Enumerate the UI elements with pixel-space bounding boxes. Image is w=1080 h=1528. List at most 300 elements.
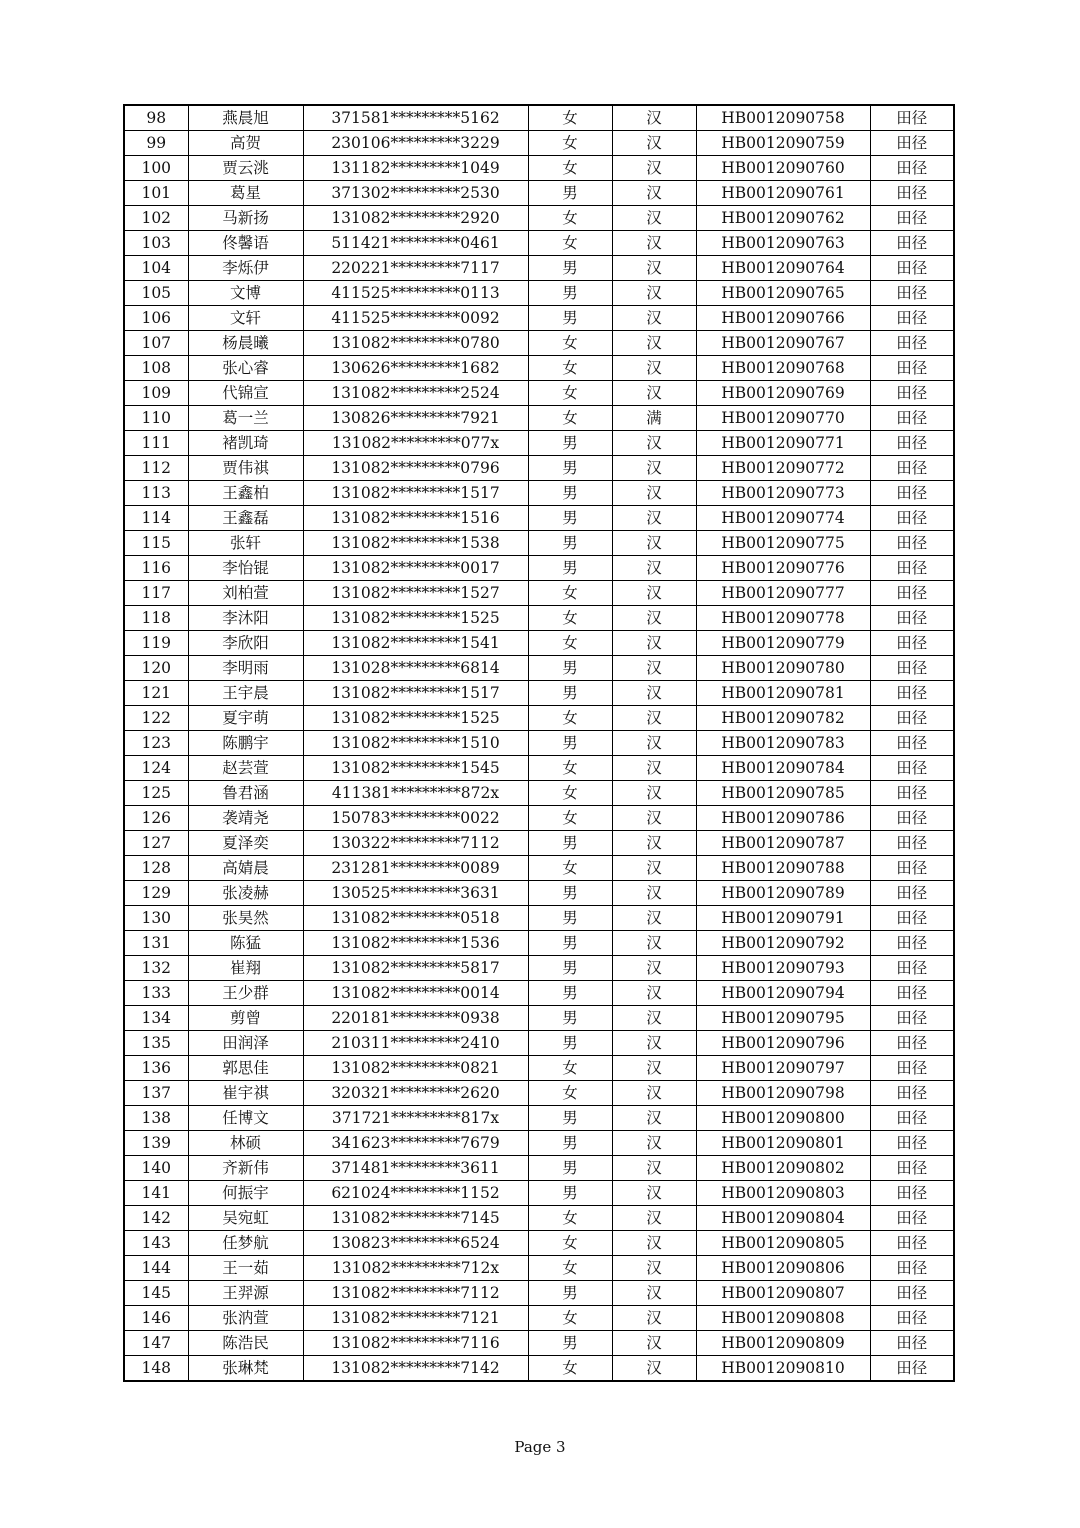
sport-cell: 田径: [870, 1081, 954, 1106]
gender-cell: 男: [528, 1156, 612, 1181]
row-number-cell: 147: [124, 1331, 188, 1356]
sport-cell: 田径: [870, 706, 954, 731]
table-row: [124, 706, 954, 731]
sport-cell: 田径: [870, 1206, 954, 1231]
sport-cell: 田径: [870, 356, 954, 381]
table-row: [124, 231, 954, 256]
ethnicity-cell: 汉: [612, 306, 696, 331]
ethnicity-cell: 汉: [612, 606, 696, 631]
student-name-cell: 田润泽: [188, 1031, 303, 1056]
ethnicity-cell: 汉: [612, 1056, 696, 1081]
ethnicity-cell: 汉: [612, 431, 696, 456]
student-name-cell: 吴宛虹: [188, 1206, 303, 1231]
ethnicity-cell: 汉: [612, 1081, 696, 1106]
table-row: [124, 806, 954, 831]
id-number-cell: 131082*********7112: [303, 1281, 528, 1306]
sport-cell: 田径: [870, 631, 954, 656]
id-number-cell: 341623*********7679: [303, 1131, 528, 1156]
row-number-cell: 100: [124, 156, 188, 181]
registration-code-cell: HB0012090770: [696, 406, 870, 431]
gender-cell: 女: [528, 1206, 612, 1231]
registration-code-cell: HB0012090808: [696, 1306, 870, 1331]
student-name-cell: 王宇晨: [188, 681, 303, 706]
ethnicity-cell: 汉: [612, 1306, 696, 1331]
ethnicity-cell: 汉: [612, 706, 696, 731]
sport-cell: 田径: [870, 1231, 954, 1256]
table-row: [124, 256, 954, 281]
table-row: [124, 1256, 954, 1281]
sport-cell: 田径: [870, 956, 954, 981]
student-name-cell: 张凌赫: [188, 881, 303, 906]
registration-code-cell: HB0012090765: [696, 281, 870, 306]
gender-cell: 女: [528, 1356, 612, 1382]
gender-cell: 女: [528, 1306, 612, 1331]
registration-code-cell: HB0012090766: [696, 306, 870, 331]
sport-cell: 田径: [870, 881, 954, 906]
registration-code-cell: HB0012090778: [696, 606, 870, 631]
ethnicity-cell: 汉: [612, 806, 696, 831]
registration-code-cell: HB0012090798: [696, 1081, 870, 1106]
student-name-cell: 王鑫磊: [188, 506, 303, 531]
registration-code-cell: HB0012090775: [696, 531, 870, 556]
sport-cell: 田径: [870, 381, 954, 406]
id-number-cell: 131082*********0821: [303, 1056, 528, 1081]
registration-code-cell: HB0012090783: [696, 731, 870, 756]
gender-cell: 男: [528, 306, 612, 331]
registration-code-cell: HB0012090762: [696, 206, 870, 231]
gender-cell: 男: [528, 1281, 612, 1306]
id-number-cell: 131082*********1516: [303, 506, 528, 531]
table-row: [124, 906, 954, 931]
row-number-cell: 108: [124, 356, 188, 381]
gender-cell: 女: [528, 131, 612, 156]
table-row: [124, 306, 954, 331]
table-row: [124, 281, 954, 306]
page-number: Page 3: [514, 1438, 566, 1456]
ethnicity-cell: 汉: [612, 231, 696, 256]
registration-code-cell: HB0012090791: [696, 906, 870, 931]
gender-cell: 男: [528, 906, 612, 931]
id-number-cell: 131082*********1525: [303, 706, 528, 731]
registration-code-cell: HB0012090788: [696, 856, 870, 881]
ethnicity-cell: 汉: [612, 281, 696, 306]
student-name-cell: 王少群: [188, 981, 303, 1006]
ethnicity-cell: 汉: [612, 1181, 696, 1206]
student-name-cell: 杨晨曦: [188, 331, 303, 356]
registration-code-cell: HB0012090807: [696, 1281, 870, 1306]
table-row: [124, 556, 954, 581]
gender-cell: 男: [528, 956, 612, 981]
gender-cell: 女: [528, 581, 612, 606]
ethnicity-cell: 汉: [612, 1256, 696, 1281]
gender-cell: 女: [528, 381, 612, 406]
page-footer: [0, 1438, 1080, 1456]
registration-code-cell: HB0012090777: [696, 581, 870, 606]
row-number-cell: 120: [124, 656, 188, 681]
row-number-cell: 125: [124, 781, 188, 806]
id-number-cell: 131082*********7142: [303, 1356, 528, 1382]
gender-cell: 女: [528, 756, 612, 781]
gender-cell: 女: [528, 105, 612, 131]
gender-cell: 女: [528, 1231, 612, 1256]
row-number-cell: 119: [124, 631, 188, 656]
ethnicity-cell: 汉: [612, 1356, 696, 1382]
student-name-cell: 王鑫柏: [188, 481, 303, 506]
registration-code-cell: HB0012090786: [696, 806, 870, 831]
student-name-cell: 何振宇: [188, 1181, 303, 1206]
row-number-cell: 136: [124, 1056, 188, 1081]
student-name-cell: 贾伟祺: [188, 456, 303, 481]
sport-cell: 田径: [870, 656, 954, 681]
student-name-cell: 李明雨: [188, 656, 303, 681]
sport-cell: 田径: [870, 131, 954, 156]
student-name-cell: 剪曾: [188, 1006, 303, 1031]
roster-body: [124, 105, 954, 1381]
registration-code-cell: HB0012090785: [696, 781, 870, 806]
sport-cell: 田径: [870, 506, 954, 531]
gender-cell: 女: [528, 406, 612, 431]
registration-code-cell: HB0012090781: [696, 681, 870, 706]
gender-cell: 男: [528, 731, 612, 756]
row-number-cell: 140: [124, 1156, 188, 1181]
row-number-cell: 131: [124, 931, 188, 956]
sport-cell: 田径: [870, 531, 954, 556]
table-row: [124, 881, 954, 906]
table-row: [124, 381, 954, 406]
row-number-cell: 135: [124, 1031, 188, 1056]
student-name-cell: 崔宇祺: [188, 1081, 303, 1106]
gender-cell: 男: [528, 181, 612, 206]
table-row: [124, 1331, 954, 1356]
registration-code-cell: HB0012090792: [696, 931, 870, 956]
id-number-cell: 131082*********2920: [303, 206, 528, 231]
student-name-cell: 佟馨语: [188, 231, 303, 256]
student-name-cell: 代锦宣: [188, 381, 303, 406]
row-number-cell: 139: [124, 1131, 188, 1156]
id-number-cell: 130322*********7112: [303, 831, 528, 856]
id-number-cell: 131028*********6814: [303, 656, 528, 681]
sport-cell: 田径: [870, 406, 954, 431]
id-number-cell: 150783*********0022: [303, 806, 528, 831]
ethnicity-cell: 汉: [612, 681, 696, 706]
ethnicity-cell: 汉: [612, 831, 696, 856]
ethnicity-cell: 汉: [612, 1206, 696, 1231]
table-row: [124, 656, 954, 681]
ethnicity-cell: 汉: [612, 506, 696, 531]
sport-cell: 田径: [870, 681, 954, 706]
row-number-cell: 123: [124, 731, 188, 756]
ethnicity-cell: 汉: [612, 556, 696, 581]
row-number-cell: 138: [124, 1106, 188, 1131]
row-number-cell: 143: [124, 1231, 188, 1256]
registration-code-cell: HB0012090769: [696, 381, 870, 406]
row-number-cell: 148: [124, 1356, 188, 1382]
sport-cell: 田径: [870, 431, 954, 456]
registration-code-cell: HB0012090804: [696, 1206, 870, 1231]
id-number-cell: 131082*********0518: [303, 906, 528, 931]
sport-cell: 田径: [870, 931, 954, 956]
student-name-cell: 褚凯琦: [188, 431, 303, 456]
id-number-cell: 411381*********872x: [303, 781, 528, 806]
registration-code-cell: HB0012090794: [696, 981, 870, 1006]
gender-cell: 女: [528, 631, 612, 656]
gender-cell: 女: [528, 206, 612, 231]
ethnicity-cell: 汉: [612, 981, 696, 1006]
gender-cell: 男: [528, 1006, 612, 1031]
id-number-cell: 131082*********1517: [303, 481, 528, 506]
registration-code-cell: HB0012090773: [696, 481, 870, 506]
ethnicity-cell: 汉: [612, 256, 696, 281]
registration-code-cell: HB0012090800: [696, 1106, 870, 1131]
sport-cell: 田径: [870, 1056, 954, 1081]
id-number-cell: 131082*********1510: [303, 731, 528, 756]
ethnicity-cell: 汉: [612, 105, 696, 131]
row-number-cell: 113: [124, 481, 188, 506]
ethnicity-cell: 汉: [612, 181, 696, 206]
id-number-cell: 371302*********2530: [303, 181, 528, 206]
table-row: [124, 1281, 954, 1306]
table-row: [124, 531, 954, 556]
student-name-cell: 张琳梵: [188, 1356, 303, 1382]
id-number-cell: 131082*********7116: [303, 1331, 528, 1356]
table-row: [124, 1031, 954, 1056]
row-number-cell: 144: [124, 1256, 188, 1281]
student-name-cell: 刘柏萱: [188, 581, 303, 606]
ethnicity-cell: 汉: [612, 356, 696, 381]
sport-cell: 田径: [870, 1156, 954, 1181]
row-number-cell: 133: [124, 981, 188, 1006]
gender-cell: 男: [528, 981, 612, 1006]
registration-code-cell: HB0012090779: [696, 631, 870, 656]
ethnicity-cell: 汉: [612, 756, 696, 781]
gender-cell: 女: [528, 331, 612, 356]
registration-code-cell: HB0012090802: [696, 1156, 870, 1181]
student-name-cell: 郭思佳: [188, 1056, 303, 1081]
student-name-cell: 陈猛: [188, 931, 303, 956]
sport-cell: 田径: [870, 906, 954, 931]
student-name-cell: 张轩: [188, 531, 303, 556]
id-number-cell: 131082*********1541: [303, 631, 528, 656]
id-number-cell: 131082*********0780: [303, 331, 528, 356]
sport-cell: 田径: [870, 331, 954, 356]
gender-cell: 男: [528, 681, 612, 706]
row-number-cell: 107: [124, 331, 188, 356]
ethnicity-cell: 汉: [612, 1156, 696, 1181]
table-row: [124, 506, 954, 531]
student-name-cell: 葛一兰: [188, 406, 303, 431]
ethnicity-cell: 汉: [612, 1281, 696, 1306]
id-number-cell: 511421*********0461: [303, 231, 528, 256]
table-row: [124, 1006, 954, 1031]
gender-cell: 男: [528, 931, 612, 956]
ethnicity-cell: 汉: [612, 931, 696, 956]
gender-cell: 男: [528, 481, 612, 506]
gender-cell: 女: [528, 706, 612, 731]
student-name-cell: 王一茹: [188, 1256, 303, 1281]
registration-code-cell: HB0012090803: [696, 1181, 870, 1206]
id-number-cell: 131082*********7145: [303, 1206, 528, 1231]
ethnicity-cell: 汉: [612, 1031, 696, 1056]
sport-cell: 田径: [870, 1131, 954, 1156]
table-row: [124, 856, 954, 881]
table-row: [124, 1081, 954, 1106]
table-row: [124, 431, 954, 456]
registration-code-cell: HB0012090805: [696, 1231, 870, 1256]
gender-cell: 女: [528, 806, 612, 831]
student-name-cell: 齐新伟: [188, 1156, 303, 1181]
sport-cell: 田径: [870, 206, 954, 231]
table-row: [124, 681, 954, 706]
table-row: [124, 731, 954, 756]
row-number-cell: 145: [124, 1281, 188, 1306]
row-number-cell: 105: [124, 281, 188, 306]
registration-code-cell: HB0012090806: [696, 1256, 870, 1281]
gender-cell: 男: [528, 881, 612, 906]
student-name-cell: 张昊然: [188, 906, 303, 931]
student-name-cell: 贾云洮: [188, 156, 303, 181]
row-number-cell: 114: [124, 506, 188, 531]
student-name-cell: 陈浩民: [188, 1331, 303, 1356]
student-name-cell: 鲁君涵: [188, 781, 303, 806]
table-row: [124, 456, 954, 481]
id-number-cell: 320321*********2620: [303, 1081, 528, 1106]
row-number-cell: 116: [124, 556, 188, 581]
gender-cell: 男: [528, 506, 612, 531]
ethnicity-cell: 汉: [612, 531, 696, 556]
student-name-cell: 任梦航: [188, 1231, 303, 1256]
ethnicity-cell: 汉: [612, 156, 696, 181]
registration-code-cell: HB0012090797: [696, 1056, 870, 1081]
id-number-cell: 210311*********2410: [303, 1031, 528, 1056]
gender-cell: 女: [528, 156, 612, 181]
sport-cell: 田径: [870, 256, 954, 281]
registration-code-cell: HB0012090767: [696, 331, 870, 356]
table-row: [124, 956, 954, 981]
table-row: [124, 931, 954, 956]
student-name-cell: 李烁伊: [188, 256, 303, 281]
row-number-cell: 110: [124, 406, 188, 431]
row-number-cell: 122: [124, 706, 188, 731]
student-name-cell: 赵芸萱: [188, 756, 303, 781]
row-number-cell: 142: [124, 1206, 188, 1231]
registration-code-cell: HB0012090771: [696, 431, 870, 456]
sport-cell: 田径: [870, 606, 954, 631]
ethnicity-cell: 满: [612, 406, 696, 431]
sport-cell: 田径: [870, 556, 954, 581]
id-number-cell: 131082*********0796: [303, 456, 528, 481]
gender-cell: 男: [528, 831, 612, 856]
sport-cell: 田径: [870, 481, 954, 506]
sport-cell: 田径: [870, 1256, 954, 1281]
row-number-cell: 98: [124, 105, 188, 131]
id-number-cell: 131082*********1536: [303, 931, 528, 956]
ethnicity-cell: 汉: [612, 631, 696, 656]
table-row: [124, 606, 954, 631]
student-name-cell: 高婧晨: [188, 856, 303, 881]
ethnicity-cell: 汉: [612, 781, 696, 806]
sport-cell: 田径: [870, 581, 954, 606]
sport-cell: 田径: [870, 756, 954, 781]
ethnicity-cell: 汉: [612, 656, 696, 681]
student-name-cell: 葛星: [188, 181, 303, 206]
gender-cell: 男: [528, 431, 612, 456]
table-row: [124, 481, 954, 506]
ethnicity-cell: 汉: [612, 206, 696, 231]
sport-cell: 田径: [870, 1306, 954, 1331]
registration-code-cell: HB0012090763: [696, 231, 870, 256]
table-row: [124, 1306, 954, 1331]
registration-code-cell: HB0012090774: [696, 506, 870, 531]
student-name-cell: 袭靖尧: [188, 806, 303, 831]
row-number-cell: 128: [124, 856, 188, 881]
gender-cell: 女: [528, 231, 612, 256]
ethnicity-cell: 汉: [612, 1131, 696, 1156]
gender-cell: 男: [528, 1181, 612, 1206]
table-row: [124, 331, 954, 356]
row-number-cell: 134: [124, 1006, 188, 1031]
sport-cell: 田径: [870, 1106, 954, 1131]
registration-code-cell: HB0012090801: [696, 1131, 870, 1156]
sport-cell: 田径: [870, 981, 954, 1006]
table-row: [124, 631, 954, 656]
sport-cell: 田径: [870, 1331, 954, 1356]
gender-cell: 女: [528, 856, 612, 881]
roster-table: [123, 104, 955, 1382]
id-number-cell: 131082*********077x: [303, 431, 528, 456]
table-row: [124, 1181, 954, 1206]
row-number-cell: 109: [124, 381, 188, 406]
ethnicity-cell: 汉: [612, 906, 696, 931]
id-number-cell: 371721*********817x: [303, 1106, 528, 1131]
ethnicity-cell: 汉: [612, 856, 696, 881]
student-name-cell: 高贺: [188, 131, 303, 156]
table-row: [124, 781, 954, 806]
registration-code-cell: HB0012090795: [696, 1006, 870, 1031]
id-number-cell: 131082*********0014: [303, 981, 528, 1006]
row-number-cell: 106: [124, 306, 188, 331]
row-number-cell: 141: [124, 1181, 188, 1206]
sport-cell: 田径: [870, 1181, 954, 1206]
table-row: [124, 131, 954, 156]
gender-cell: 女: [528, 1056, 612, 1081]
student-name-cell: 李沐阳: [188, 606, 303, 631]
id-number-cell: 131082*********712x: [303, 1256, 528, 1281]
id-number-cell: 131082*********1545: [303, 756, 528, 781]
ethnicity-cell: 汉: [612, 1231, 696, 1256]
gender-cell: 男: [528, 656, 612, 681]
row-number-cell: 103: [124, 231, 188, 256]
row-number-cell: 102: [124, 206, 188, 231]
table-row: [124, 406, 954, 431]
id-number-cell: 411525*********0113: [303, 281, 528, 306]
id-number-cell: 131082*********2524: [303, 381, 528, 406]
id-number-cell: 130626*********1682: [303, 356, 528, 381]
ethnicity-cell: 汉: [612, 731, 696, 756]
id-number-cell: 131082*********1527: [303, 581, 528, 606]
id-number-cell: 131082*********0017: [303, 556, 528, 581]
row-number-cell: 112: [124, 456, 188, 481]
row-number-cell: 104: [124, 256, 188, 281]
id-number-cell: 130826*********7921: [303, 406, 528, 431]
ethnicity-cell: 汉: [612, 581, 696, 606]
table-row: [124, 206, 954, 231]
id-number-cell: 130823*********6524: [303, 1231, 528, 1256]
id-number-cell: 131082*********1538: [303, 531, 528, 556]
sport-cell: 田径: [870, 831, 954, 856]
row-number-cell: 127: [124, 831, 188, 856]
student-name-cell: 崔翔: [188, 956, 303, 981]
registration-code-cell: HB0012090764: [696, 256, 870, 281]
